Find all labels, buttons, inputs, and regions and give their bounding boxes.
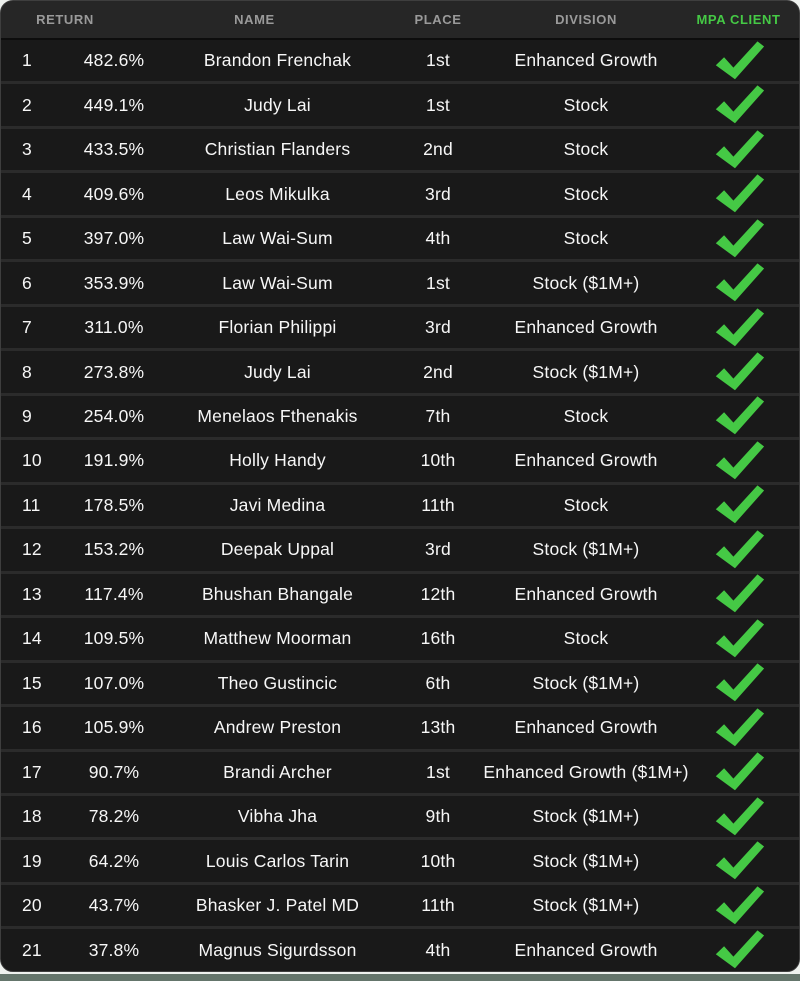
checkmark-icon xyxy=(707,617,770,660)
mpa-client-cell xyxy=(676,931,800,969)
division-cell: Stock xyxy=(563,494,609,515)
rank-cell: 16 xyxy=(22,717,42,738)
return-cell: 482.6% xyxy=(83,50,145,71)
table-row xyxy=(1,529,799,570)
place-cell: 12th xyxy=(420,583,456,604)
place-cell: 3rd xyxy=(425,317,451,338)
table-row xyxy=(1,218,799,259)
place-cell: 4th xyxy=(425,939,451,960)
division-cell: Enhanced Growth xyxy=(514,717,658,738)
name-cell: Javi Medina xyxy=(229,494,326,515)
return-cell: 433.5% xyxy=(83,139,145,160)
mpa-client-cell xyxy=(676,131,800,169)
name-cell: Magnus Sigurdsson xyxy=(198,939,357,960)
checkmark-icon xyxy=(707,262,770,305)
table-row xyxy=(1,663,799,704)
return-cell: 78.2% xyxy=(88,806,140,827)
checkmark-icon xyxy=(707,706,770,749)
mpa-client-cell xyxy=(676,397,800,435)
table-row xyxy=(1,262,799,303)
rank-cell: 4 xyxy=(22,183,32,204)
return-cell: 105.9% xyxy=(83,717,145,738)
checkmark-icon xyxy=(707,484,770,527)
division-cell: Enhanced Growth xyxy=(514,450,658,471)
return-cell: 353.9% xyxy=(83,272,145,293)
table-row xyxy=(1,840,799,881)
mpa-client-cell xyxy=(676,220,800,258)
place-cell: 6th xyxy=(425,672,451,693)
name-cell: Law Wai-Sum xyxy=(222,272,333,293)
division-cell: Stock xyxy=(563,628,609,649)
rank-cell: 21 xyxy=(22,939,42,960)
return-cell: 153.2% xyxy=(83,539,145,560)
place-cell: 1st xyxy=(426,272,450,293)
rank-cell: 20 xyxy=(22,895,42,916)
table-row xyxy=(1,307,799,348)
checkmark-icon xyxy=(707,528,770,571)
column-header-mpa-client: MPA CLIENT xyxy=(696,12,781,27)
return-cell: 117.4% xyxy=(84,583,144,604)
return-cell: 254.0% xyxy=(83,405,145,426)
checkmark-icon xyxy=(707,884,770,927)
mpa-client-cell xyxy=(676,42,800,80)
rank-cell: 6 xyxy=(22,272,32,293)
checkmark-icon xyxy=(707,439,770,482)
name-cell: Andrew Preston xyxy=(213,717,342,738)
return-cell: 449.1% xyxy=(83,94,145,115)
return-cell: 37.8% xyxy=(88,939,140,960)
mpa-client-cell xyxy=(676,842,800,880)
table-row xyxy=(1,396,799,437)
division-cell: Stock xyxy=(563,405,609,426)
table-row xyxy=(1,885,799,926)
division-cell: Stock xyxy=(563,183,609,204)
division-cell: Stock xyxy=(563,139,609,160)
checkmark-icon xyxy=(707,795,770,838)
name-cell: Deepak Uppal xyxy=(220,539,335,560)
column-header-return: RETURN xyxy=(36,12,94,27)
rank-cell: 10 xyxy=(22,450,42,471)
table-row xyxy=(1,929,799,970)
name-cell: Leos Mikulka xyxy=(225,183,330,204)
checkmark-icon xyxy=(707,217,770,260)
name-cell: Bhasker J. Patel MD xyxy=(195,895,360,916)
division-cell: Enhanced Growth xyxy=(514,50,658,71)
division-cell: Stock ($1M+) xyxy=(532,850,640,871)
place-cell: 3rd xyxy=(425,183,451,204)
name-cell: Matthew Moorman xyxy=(203,628,352,649)
table-row xyxy=(1,707,799,748)
return-cell: 43.7% xyxy=(88,895,140,916)
footer-band xyxy=(0,974,800,981)
checkmark-icon xyxy=(707,751,770,794)
return-cell: 409.6% xyxy=(83,183,145,204)
name-cell: Christian Flanders xyxy=(204,139,351,160)
division-cell: Enhanced Growth xyxy=(514,583,658,604)
place-cell: 1st xyxy=(426,50,450,71)
checkmark-icon xyxy=(707,840,770,883)
mpa-client-cell xyxy=(676,442,800,480)
table-row xyxy=(1,485,799,526)
checkmark-icon xyxy=(707,128,770,171)
name-cell: Vibha Jha xyxy=(237,806,318,827)
checkmark-icon xyxy=(707,929,770,972)
checkmark-icon xyxy=(707,306,770,349)
place-cell: 7th xyxy=(425,405,451,426)
mpa-client-cell xyxy=(676,175,800,213)
table-row xyxy=(1,129,799,170)
checkmark-icon xyxy=(707,350,770,393)
rank-cell: 14 xyxy=(22,628,42,649)
place-cell: 9th xyxy=(425,806,451,827)
division-cell: Stock ($1M+) xyxy=(532,806,640,827)
rank-cell: 5 xyxy=(22,228,32,249)
mpa-client-cell xyxy=(676,86,800,124)
place-cell: 13th xyxy=(420,717,456,738)
rank-cell: 13 xyxy=(22,583,42,604)
mpa-client-cell xyxy=(676,664,800,702)
table-row xyxy=(1,40,799,81)
rank-cell: 1 xyxy=(22,50,32,71)
return-cell: 191.9% xyxy=(83,450,145,471)
place-cell: 11th xyxy=(421,895,455,916)
name-cell: Judy Lai xyxy=(244,94,311,115)
division-cell: Enhanced Growth xyxy=(514,939,658,960)
rank-cell: 17 xyxy=(22,761,42,782)
table-row xyxy=(1,796,799,837)
mpa-client-cell xyxy=(676,353,800,391)
checkmark-icon xyxy=(707,173,770,216)
name-cell: Brandon Frenchak xyxy=(203,50,352,71)
rank-cell: 19 xyxy=(22,850,42,871)
division-cell: Stock xyxy=(563,228,609,249)
name-cell: Florian Philippi xyxy=(218,317,337,338)
mpa-client-cell xyxy=(676,531,800,569)
table-rows xyxy=(1,40,799,972)
division-cell: Stock ($1M+) xyxy=(532,672,640,693)
name-cell: Holly Handy xyxy=(229,450,326,471)
division-cell: Enhanced Growth ($1M+) xyxy=(483,761,689,782)
return-cell: 397.0% xyxy=(83,228,145,249)
place-cell: 16th xyxy=(420,628,456,649)
return-cell: 109.5% xyxy=(83,628,145,649)
mpa-client-cell xyxy=(676,709,800,747)
table-row xyxy=(1,618,799,659)
rank-cell: 15 xyxy=(22,672,42,693)
return-cell: 178.5% xyxy=(83,494,145,515)
return-cell: 311.0% xyxy=(84,317,144,338)
name-cell: Law Wai-Sum xyxy=(222,228,333,249)
division-cell: Stock xyxy=(563,94,609,115)
table-row xyxy=(1,574,799,615)
place-cell: 10th xyxy=(420,850,456,871)
place-cell: 1st xyxy=(426,94,450,115)
mpa-client-cell xyxy=(676,264,800,302)
column-header-name: NAME xyxy=(234,12,275,27)
table-header-row xyxy=(1,1,799,40)
mpa-client-cell xyxy=(676,575,800,613)
table-row xyxy=(1,173,799,214)
division-cell: Stock ($1M+) xyxy=(532,539,640,560)
mpa-client-cell xyxy=(676,753,800,791)
table-row xyxy=(1,752,799,793)
place-cell: 2nd xyxy=(423,139,453,160)
rank-cell: 9 xyxy=(22,405,32,426)
column-header-place: PLACE xyxy=(414,12,462,27)
place-cell: 1st xyxy=(426,761,450,782)
division-cell: Stock ($1M+) xyxy=(532,272,640,293)
place-cell: 4th xyxy=(425,228,451,249)
rank-cell: 11 xyxy=(22,494,41,515)
name-cell: Menelaos Fthenakis xyxy=(197,405,358,426)
rank-cell: 7 xyxy=(22,317,32,338)
rank-cell: 3 xyxy=(22,139,32,160)
return-cell: 107.0% xyxy=(83,672,145,693)
table-row xyxy=(1,84,799,125)
place-cell: 2nd xyxy=(423,361,453,382)
return-cell: 273.8% xyxy=(83,361,145,382)
division-cell: Stock ($1M+) xyxy=(532,361,640,382)
name-cell: Judy Lai xyxy=(244,361,311,382)
checkmark-icon xyxy=(707,39,770,82)
rank-cell: 12 xyxy=(22,539,42,560)
rank-cell: 18 xyxy=(22,806,42,827)
return-cell: 90.7% xyxy=(88,761,140,782)
table-row xyxy=(1,351,799,392)
checkmark-icon xyxy=(707,395,770,438)
mpa-client-cell xyxy=(676,620,800,658)
mpa-client-cell xyxy=(676,887,800,925)
place-cell: 3rd xyxy=(425,539,451,560)
division-cell: Stock ($1M+) xyxy=(532,895,640,916)
rank-cell: 2 xyxy=(22,94,32,115)
table-row xyxy=(1,440,799,481)
place-cell: 11th xyxy=(421,494,455,515)
checkmark-icon xyxy=(707,84,770,127)
rank-cell: 8 xyxy=(22,361,32,382)
mpa-client-cell xyxy=(676,798,800,836)
place-cell: 10th xyxy=(420,450,456,471)
mpa-client-cell xyxy=(676,486,800,524)
name-cell: Brandi Archer xyxy=(223,761,332,782)
mpa-client-cell xyxy=(676,309,800,347)
checkmark-icon xyxy=(707,573,770,616)
checkmark-icon xyxy=(707,662,770,705)
name-cell: Theo Gustincic xyxy=(217,672,338,693)
division-cell: Enhanced Growth xyxy=(514,317,658,338)
column-header-division: DIVISION xyxy=(555,12,617,27)
name-cell: Bhushan Bhangale xyxy=(201,583,354,604)
return-cell: 64.2% xyxy=(88,850,140,871)
name-cell: Louis Carlos Tarin xyxy=(205,850,350,871)
